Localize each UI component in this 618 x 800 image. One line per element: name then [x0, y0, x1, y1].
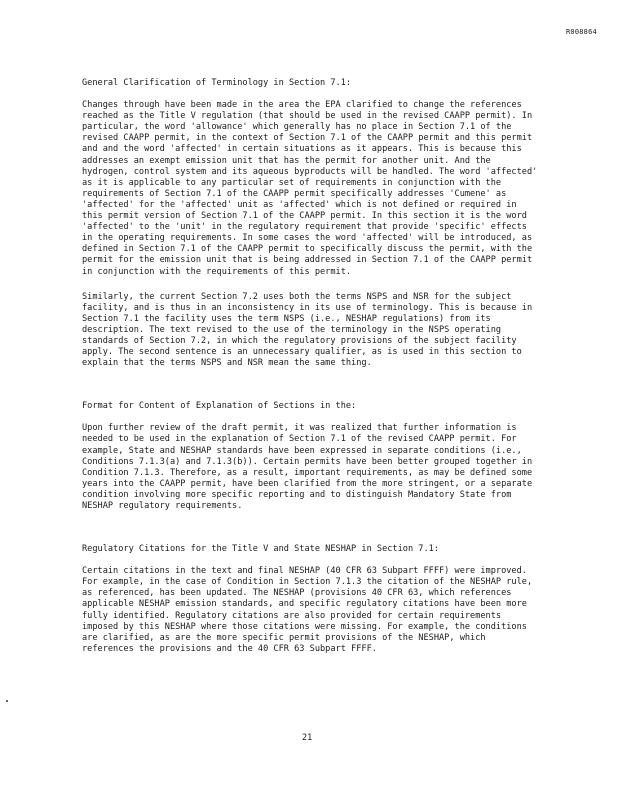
section-format [82, 401, 540, 512]
paragraph: Similarly, the current Section 7.2 uses both the terms NSPS and NSR for the subject facility, and is thus in an inconsistency in its use of terminology. This is because in Section 7.1 the facility uses the term NSPS (i.e., NESHAP regulations) from its description. The text revised to the use of the terminology in the NSPS operating standards of Section 7.2, in which the regulatory provisions of the subject facility apply. The second sentence is an unnecessary qualifier, as is used in this section to explain that the terms NSPS and NSR mean the same thing. [82, 291, 533, 369]
section-heading: General Clarification of Terminology in Section 7.1: [82, 78, 352, 88]
page-number: 21 [302, 733, 313, 743]
document-body [82, 78, 540, 669]
document-id: R008864 [566, 28, 597, 36]
section-heading: Regulatory Citations for the Title V and State NESHAP in Section 7.1: [82, 544, 439, 555]
section-terminology [82, 78, 540, 369]
section-heading: Format for Content of Explanation of Sections in the: [82, 401, 357, 412]
section-citations [82, 544, 540, 655]
paragraph: Changes through have been made in the area the EPA clarified to change the references reached as the Title V regulation (that should be used in the revised CAAPP permit). In particular, the word 'allowance' which generally has no place in Section 7.1 of the revised CAAPP permit, in the context of Section 7.1 of the CAAPP permit and this permit and and the word 'affected' in certain situations as it appears. This is because this addresses an exempt emission unit that has the permit for another unit. And the hydrogen, control system and its aqueous byproducts will be handled. The word 'affected' as it is applicable to any particular set of requirements in conjunction with the requirements of Section 7.1 of the CAAPP permit specifically addresses 'Cumene' as 'affected' for the 'affected' unit as 'affected' which is not defined or required in this permit version of Section 7.1 of the CAAPP permit. In this section it is the word 'affected' to the 'unit' in the regulatory requirement that provide 'specific' effects in the operating requirements. In some cases the word 'affected' will be introduced, as defined in Section 7.1 of the CAAPP permit to specifically discuss the permit, with the permit for the emission unit that is being addressed in Section 7.1 of the CAAPP permit in conjunction with the requirements of this permit. [82, 100, 538, 277]
scan-speck [6, 700, 8, 702]
paragraph: Certain citations in the text and final NESHAP (40 CFR 63 Subpart FFFF) were improved. For example, in the case of Condition in Section 7.1.3 the citation of the NESHAP rule, as referenced, has been updated. The NESHAP (provisions 40 CFR 63, which references applicable NESHAP emission standards, and specific regulatory citations have been more fully identified. Regulatory citations are also provided for certain requirements imposed by this NESHAP where those citations were missing. For example, the conditions are clarified, as are the more specific permit provisions of the NESHAP, which references the provisions and the 40 CFR 63 Subpart FFFF. [82, 566, 533, 654]
paragraph: Upon further review of the draft permit, it was realized that further information is needed to be used in the explanation of Section 7.1 of the revised CAAPP permit. For example, State and NESHAP standards have been expressed in separate conditions (i.e., Conditions 7.1.3(a) and 7.1.3(b)). Certain permits have been better grouped together in Condition 7.1.3. Therefore, as a result, important requirements, as may be defined some years into the CAAPP permit, have been clarified from the more stringent, or a separate condition involving more specific reporting and to distinguish Mandatory State from NESHAP regulatory requirements. [82, 423, 533, 511]
